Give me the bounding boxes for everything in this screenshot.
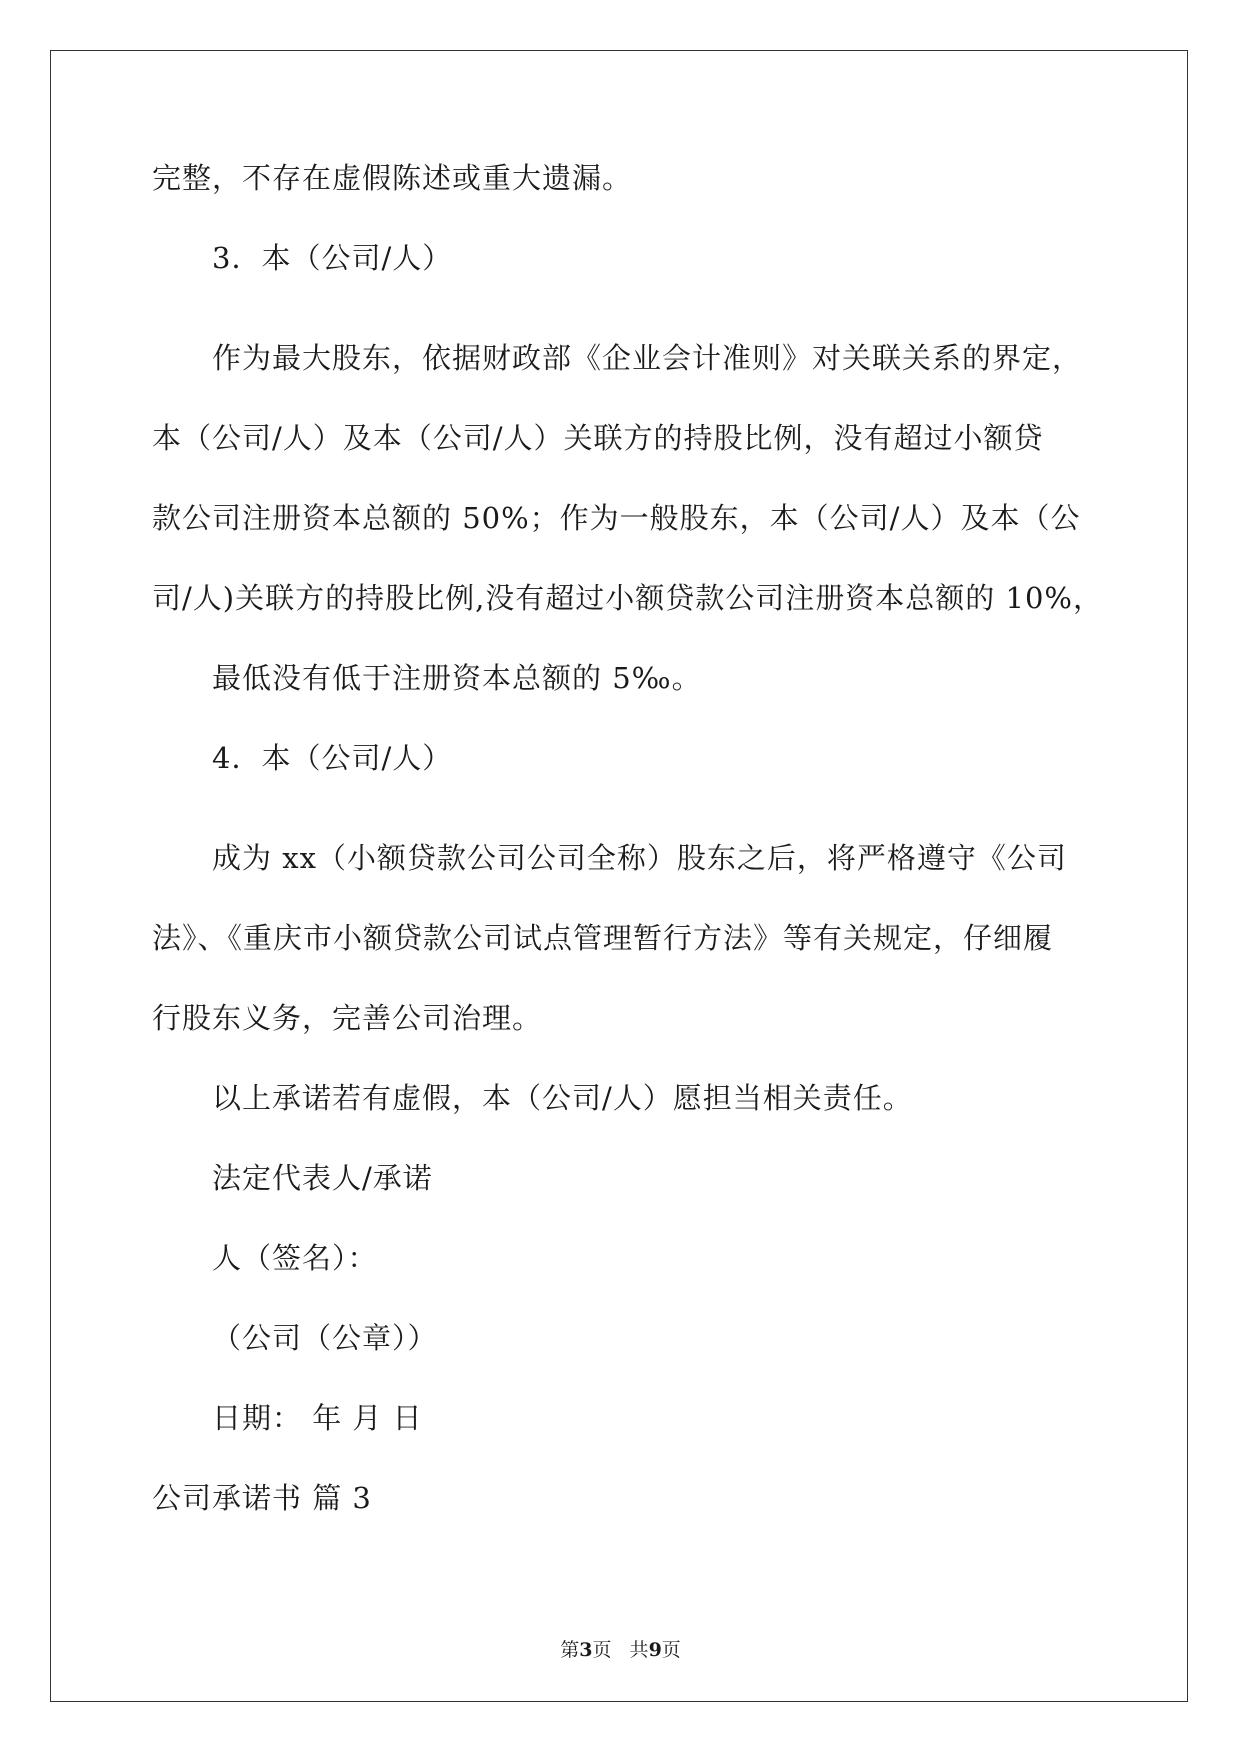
section-title-pian-3: 公司承诺书 篇 3 xyxy=(152,1481,372,1515)
text-line-1: 完整，不存在虚假陈述或重大遗漏。 xyxy=(152,161,633,195)
text-line-11: 行股东义务，完善公司治理。 xyxy=(152,1001,543,1035)
footer-total-pages: 9 xyxy=(648,1639,662,1661)
date-label: 日期： 年 月 日 xyxy=(212,1401,423,1435)
footer-suffix: 页 xyxy=(661,1639,681,1661)
section-4-heading: 4．本（公司/人） xyxy=(212,741,453,775)
signature-label: 法定代表人/承诺 xyxy=(212,1161,433,1195)
text-line-6: 司/人)关联方的持股比例,没有超过小额贷款公司注册资本总额的 10%， xyxy=(152,581,1103,615)
footer-prefix: 第 xyxy=(560,1639,580,1661)
text-line-5: 款公司注册资本总额的 50%；作为一般股东，本（公司/人）及本（公 xyxy=(152,501,1081,535)
text-line-7: 最低没有低于注册资本总额的 5‰。 xyxy=(212,661,702,695)
text-line-12: 以上承诺若有虚假，本（公司/人）愿担当相关责任。 xyxy=(212,1081,913,1115)
company-seal-label: （公司（公章）） xyxy=(212,1321,438,1355)
signature-name-label: 人（签名）： xyxy=(212,1241,378,1275)
footer-middle: 页 共 xyxy=(592,1639,649,1661)
text-line-3: 作为最大股东，依据财政部《企业会计准则》对关联关系的界定， xyxy=(212,341,1083,375)
page-footer xyxy=(0,1638,1241,1662)
footer-current-page: 3 xyxy=(579,1639,593,1661)
text-line-10: 法》、《重庆市小额贷款公司试点管理暂行方法》等有关规定，仔细履 xyxy=(152,921,1054,955)
text-line-9: 成为 xx（小额贷款公司公司全称）股东之后，将严格遵守《公司 xyxy=(212,841,1067,875)
section-3-heading: 3．本（公司/人） xyxy=(212,241,453,275)
text-line-4: 本（公司/人）及本（公司/人）关联方的持股比例，没有超过小额贷 xyxy=(152,421,1044,455)
